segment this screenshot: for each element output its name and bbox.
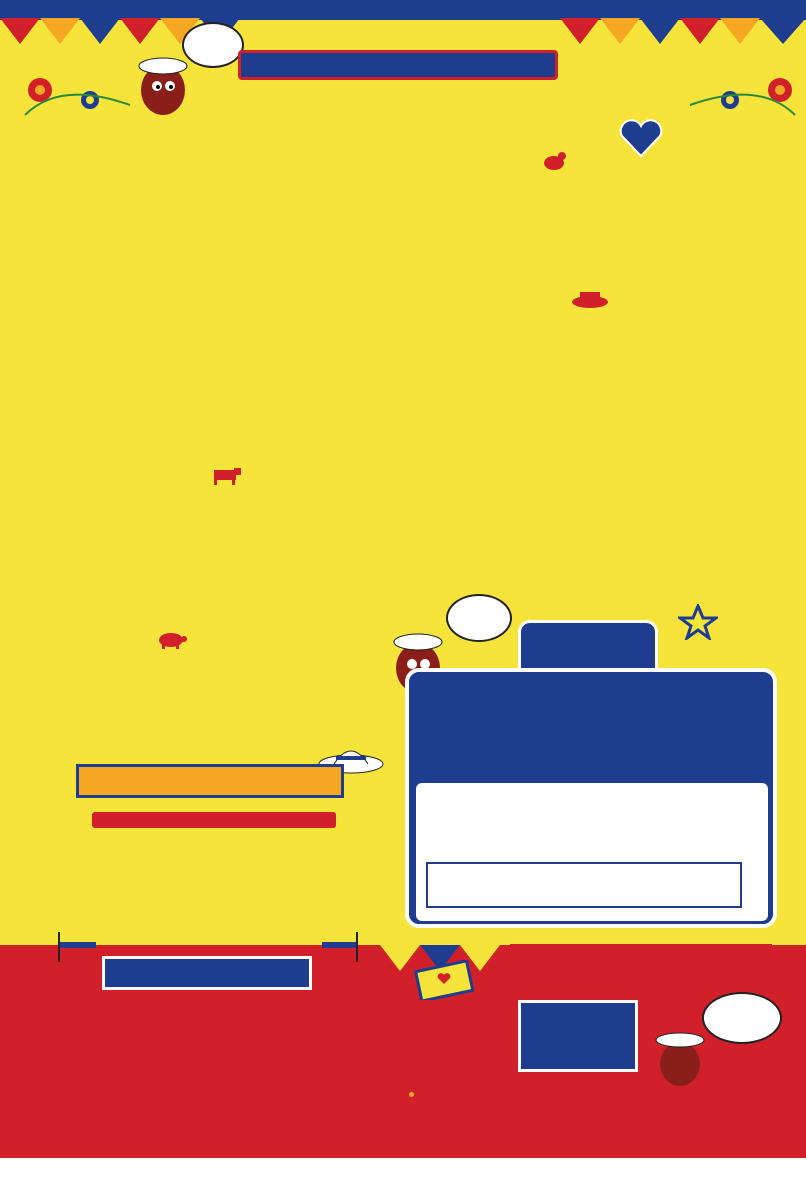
specialties-banner [238, 50, 558, 80]
kids-note [92, 812, 336, 828]
flower-icon-right [680, 60, 800, 120]
dessert-dot [409, 1092, 414, 1097]
ceviche-box [426, 862, 742, 908]
top-band [0, 0, 806, 20]
speech-bubble-top [182, 22, 244, 68]
fish-icon [570, 290, 610, 310]
envelope-icon [414, 960, 474, 1000]
chicken-icon [540, 150, 570, 172]
heart-icon [618, 118, 664, 158]
bean-mascot-icon-3 [640, 1026, 720, 1088]
footer-disclaimer [0, 1158, 806, 1200]
kids-banner [76, 764, 344, 798]
pig-icon [156, 630, 188, 650]
bunting-top [0, 18, 806, 48]
cow-icon [210, 466, 242, 486]
flower-icon-left [20, 60, 140, 120]
speech-bubble-appetizer [446, 594, 512, 642]
drinks-banner [102, 956, 312, 990]
speech-bubble-desserts [702, 992, 782, 1044]
desserts-banner [518, 1000, 638, 1072]
bean-mascot-icon [125, 48, 195, 118]
colombia-flag-icon-2 [318, 930, 362, 964]
colombia-flag-icon [56, 930, 100, 964]
star-icon [678, 604, 718, 640]
